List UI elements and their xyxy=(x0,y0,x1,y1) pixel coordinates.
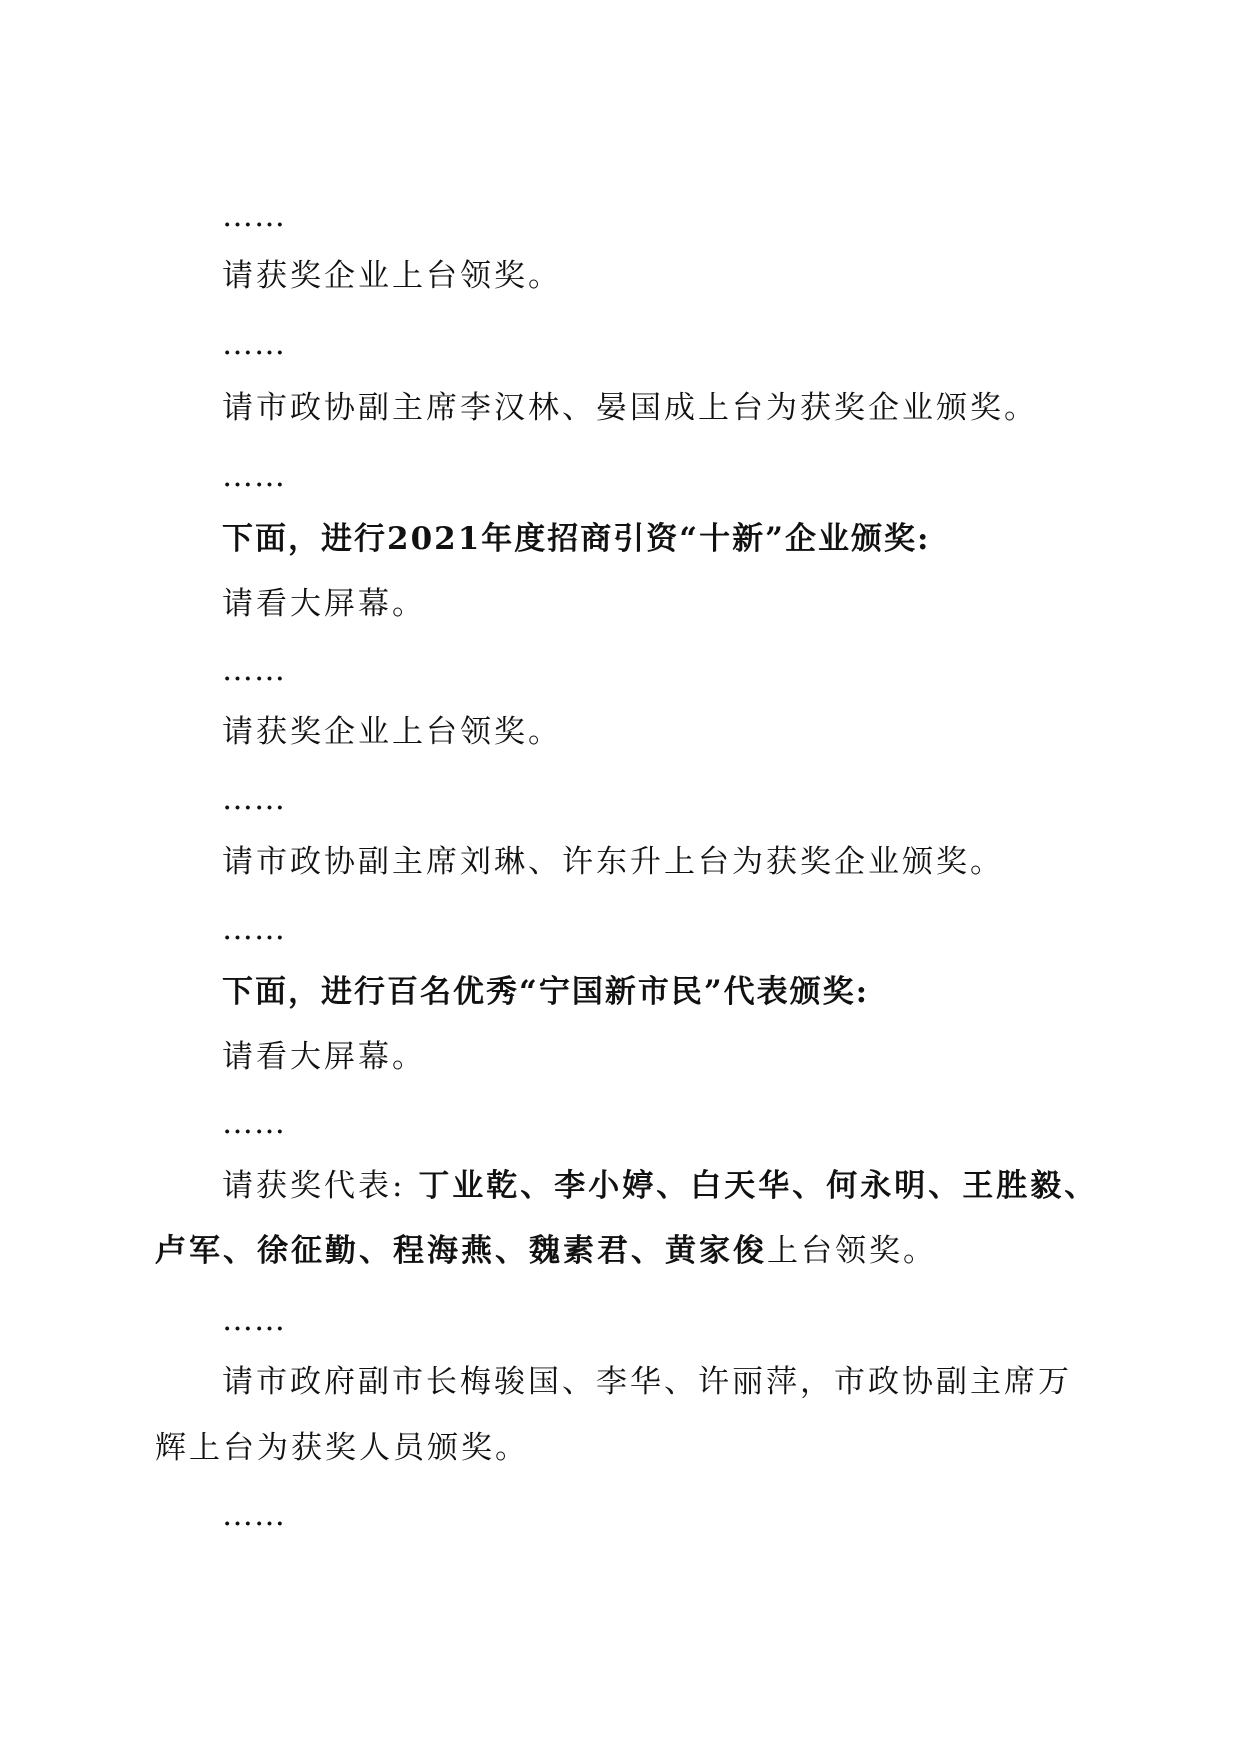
ellipsis-line: …… xyxy=(222,458,286,494)
ellipsis-line: …… xyxy=(222,326,286,362)
ellipsis-line: …… xyxy=(222,1302,286,1338)
paragraph-line: 请市政协副主席刘琳、许东升上台为获奖企业颁奖。 xyxy=(222,844,1004,880)
ellipsis-line: …… xyxy=(222,781,286,817)
paragraph-line: 辉上台为获奖人员颁奖。 xyxy=(155,1430,529,1466)
paragraph-line: 请看大屏幕。 xyxy=(222,1039,426,1075)
section-heading: 下面，进行百名优秀“宁国新市民”代表颁奖: xyxy=(222,974,870,1010)
ellipsis-line: …… xyxy=(222,1105,286,1141)
awardee-list-line xyxy=(222,1166,1098,1206)
awardee-suffix: 上台领奖。 xyxy=(767,1233,937,1269)
paragraph-line: 请市政府副市长梅骏国、李华、许丽萍，市政协副主席万 xyxy=(222,1364,1072,1400)
awardee-list-line xyxy=(155,1231,937,1271)
section-heading: 下面，进行2021年度招商引资“十新”企业颁奖: xyxy=(222,521,931,557)
paragraph-line: 请获奖企业上台领奖。 xyxy=(222,258,562,294)
awardee-names: 卢军、徐征勤、程海燕、魏素君、黄家俊 xyxy=(155,1233,767,1269)
paragraph-line: 请市政协副主席李汉林、晏国成上台为获奖企业颁奖。 xyxy=(222,390,1038,426)
ellipsis-line: …… xyxy=(222,911,286,947)
awardee-prefix: 请获奖代表: xyxy=(222,1168,419,1204)
ellipsis-line: …… xyxy=(222,652,286,688)
paragraph-line: 请获奖企业上台领奖。 xyxy=(222,714,562,750)
paragraph-line: 请看大屏幕。 xyxy=(222,586,426,622)
ellipsis-line: …… xyxy=(222,1497,286,1533)
awardee-names: 丁业乾、李小婷、白天华、何永明、王胜毅、 xyxy=(418,1168,1099,1204)
ellipsis-line: …… xyxy=(222,198,286,234)
